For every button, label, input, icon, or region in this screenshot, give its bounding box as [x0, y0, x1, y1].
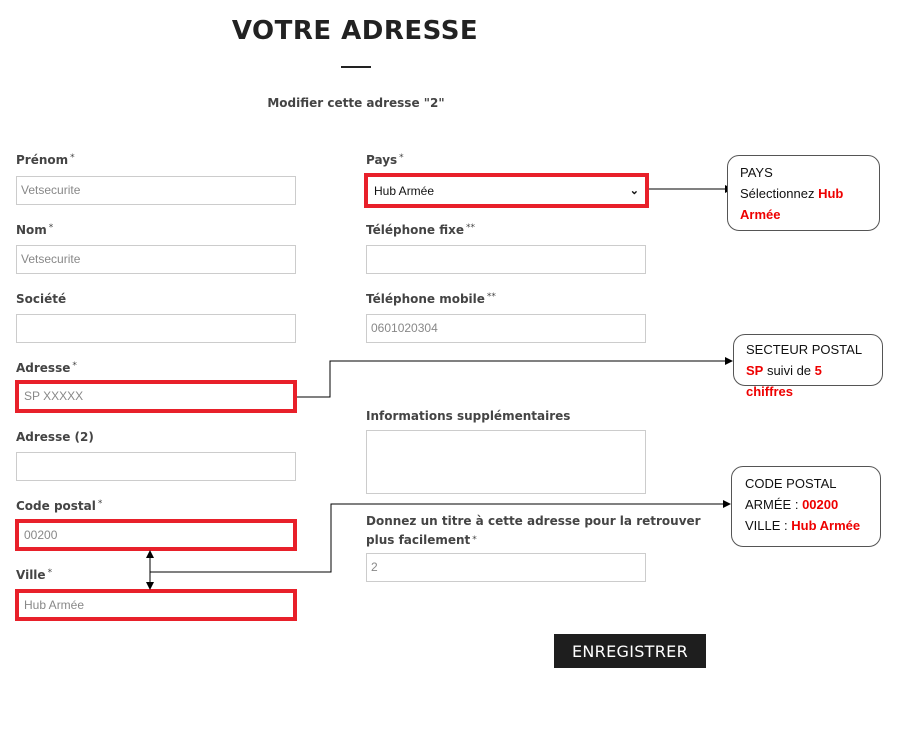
- note-postcode: CODE POSTAL ARMÉE : 00200 VILLE : Hub Armée: [731, 466, 881, 547]
- address2-label: Adresse (2): [16, 430, 94, 444]
- chevron-down-icon: ⌄: [629, 185, 639, 197]
- company-label: Société: [16, 292, 67, 306]
- address-input[interactable]: SP XXXXX: [15, 380, 297, 413]
- firstname-input[interactable]: Vetsecurite: [16, 176, 296, 205]
- page-subtitle: Modifier cette adresse "2": [267, 96, 445, 110]
- page-title: VOTRE ADRESSE: [231, 16, 479, 46]
- arrow-postcode-note: [150, 504, 730, 572]
- firstname-label: Prénom *: [16, 153, 75, 167]
- country-label: Pays *: [366, 153, 404, 167]
- postcode-input[interactable]: 00200: [15, 519, 297, 551]
- lastname-label: Nom *: [16, 223, 54, 237]
- address-label: Adresse *: [16, 361, 77, 375]
- phone-label: Téléphone fixe **: [366, 223, 475, 237]
- mobile-label: Téléphone mobile **: [366, 292, 496, 306]
- lastname-input[interactable]: Vetsecurite: [16, 245, 296, 274]
- note-country: PAYS Sélectionnez Hub Armée: [727, 155, 880, 231]
- country-value: Hub Armée: [374, 183, 435, 198]
- other-info-label: Informations supplémentaires: [366, 409, 571, 423]
- mobile-input[interactable]: 0601020304: [366, 314, 646, 343]
- alias-label: Donnez un titre à cette adresse pour la retrouver plus facilement *: [366, 514, 701, 547]
- alias-input[interactable]: 2: [366, 553, 646, 582]
- note-postal-sector: SECTEUR POSTAL SP suivi de 5 chiffres: [733, 334, 883, 386]
- postcode-label: Code postal *: [16, 499, 103, 513]
- save-button[interactable]: ENREGISTRER: [554, 634, 706, 668]
- arrow-address: [297, 361, 732, 397]
- city-label: Ville *: [16, 568, 53, 582]
- city-input[interactable]: Hub Armée: [15, 589, 297, 621]
